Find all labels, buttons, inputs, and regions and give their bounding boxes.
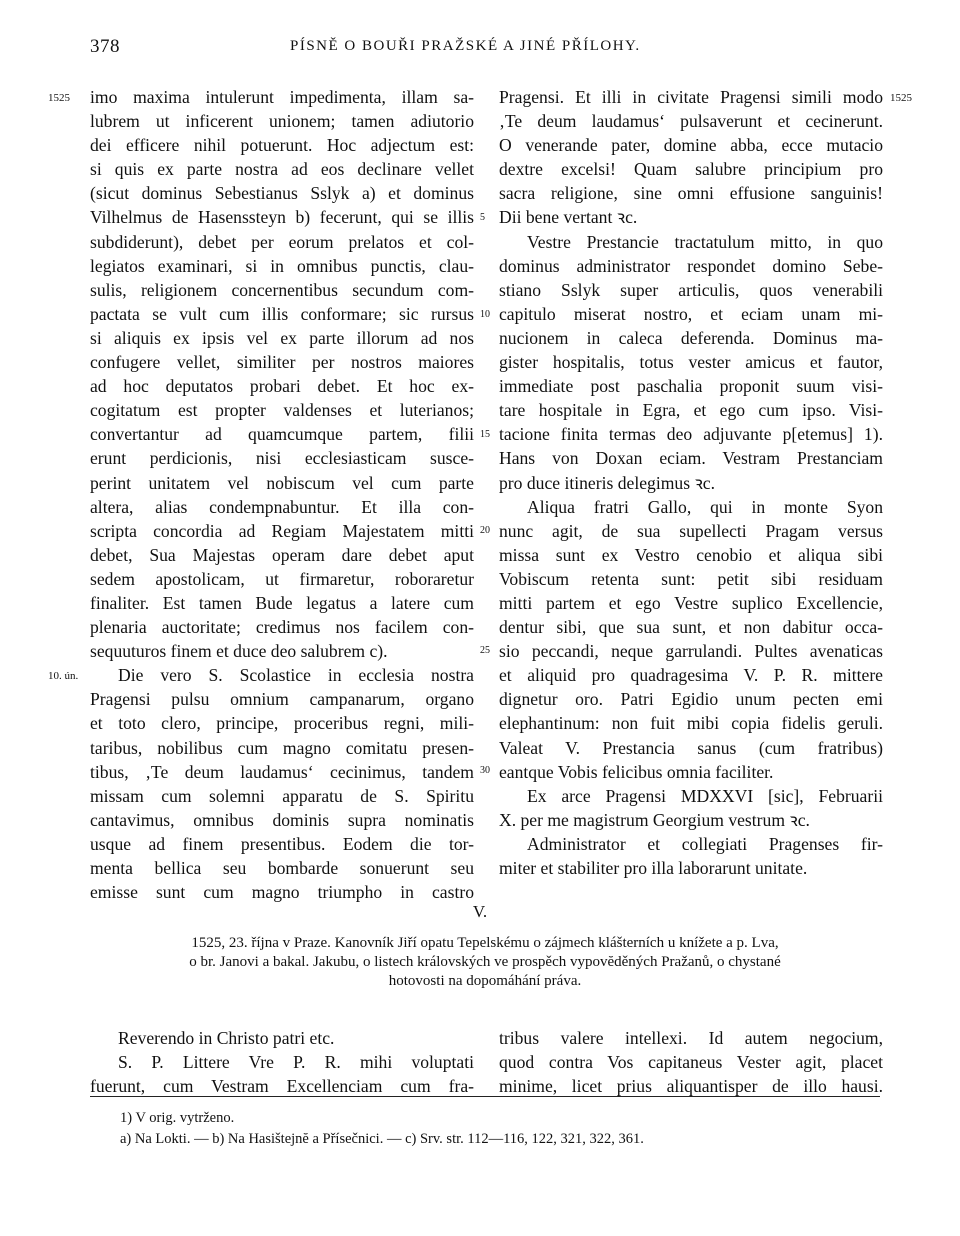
text-line: tacione finita termas deo adjuvante p[etemus] 1). <box>499 424 883 445</box>
text-line: si quis ex parte nostra ad eos declinare vellet <box>90 159 474 180</box>
text-line: Vilhelmus de Hasenssteyn b) fecerunt, qui se illis <box>90 207 474 228</box>
text-line: miter et stabiliter pro illa laborarunt unitate. <box>499 858 808 878</box>
text-line: cogitatum est propter valdenses et luterianos; <box>90 400 474 421</box>
text-line: immediate post paschalia proponit suum visi- <box>499 376 883 397</box>
text-line: sequuturos finem et duce deo salubrem c). <box>90 641 388 662</box>
text-line: et aliquid pro quadragesima V. P. R. mittere <box>499 665 883 686</box>
regest-line: 1525, 23. října v Praze. Kanovník Jiří opatu Tepelskému o zájmech klášterních u knížete a p. Lva, <box>191 935 779 951</box>
text-line: confugere vellet, similiter per nostros maiores <box>90 352 474 373</box>
text-line: subdiderunt), debet per eorum prelatos et col- <box>90 231 474 252</box>
margin-year-right: 1525 <box>890 92 912 104</box>
text-line: X. per me magistrum Georgium vestrum ꝛc. <box>499 809 810 830</box>
text-line: usque ad finem presentibus. Eodem die tor- <box>90 833 474 854</box>
text-line: dentur sibi, que sua sunt, et non dabitur occa- <box>499 617 883 638</box>
line-number-5: 5 <box>480 212 485 223</box>
text-line: lubrem ut inficerent unionem; tamen adiutorio <box>90 111 474 132</box>
regest-line: hotovosti na dopomáhání práva. <box>388 973 582 989</box>
text-line: mitti partem et ego Vestre suplico Excellencie, <box>499 592 883 613</box>
text-line: Ex arce Pragensi MDXXVI [sic], Februarii <box>527 785 883 806</box>
text-line: debet, Sua Majestas operam dare debet aput <box>90 544 474 565</box>
text-line: pactata se vult cum illis conformare; sic rursus <box>90 303 474 324</box>
text-line: altera, alias condempnabuntur. Et illa con- <box>90 496 474 517</box>
line-number-10: 10 <box>480 309 490 320</box>
text-line: missa sunt ex Vestro cenobio et aliqua sibi <box>499 544 883 565</box>
text-line: finaliter. Est tamen Bude legatus a latere cum <box>90 592 474 613</box>
text-line: Aliqua fratri Gallo, qui in monte Syon <box>527 496 883 517</box>
text-line: nunc agit, de sua supellecti Pragam versus <box>499 520 883 541</box>
footnote: 1) V orig. vytrženo. <box>120 1110 235 1126</box>
text-line: gister hospitalis, totus vester amicus et fautor, <box>499 352 883 373</box>
text-line: Pragensi. Et illi in civitate Pragensi simili modo <box>499 87 883 107</box>
line-number-30: 30 <box>480 765 490 776</box>
text-line: quod contra Vos capitaneus Vester agit, placet <box>499 1052 883 1073</box>
text-line: et toto clero, principe, proceribus regni, mili- <box>90 713 474 734</box>
text-line: perint unitatem vel nobiscum vel cum parte <box>90 472 474 493</box>
footnotes <box>120 1108 860 1150</box>
text-line: Vestre Prestancie tractatulum mitto, in quo <box>527 231 883 252</box>
text-line: convertantur ad quamcumque partem, filii <box>90 424 474 445</box>
text-line: sulis, religionem concernentibus secundum com- <box>90 279 474 300</box>
left-text-column <box>90 85 474 904</box>
line-number-25: 25 <box>480 645 490 656</box>
text-line: dei efficere nihil potuerunt. Hoc adjectum est: <box>90 135 474 156</box>
section-left-column <box>90 1026 474 1098</box>
right-text-column <box>499 85 883 880</box>
text-line: stiano Sslyk super articulis, quos venerabili <box>499 279 883 300</box>
text-line: sio peccandi, neque garrulandi. Pultes avenaticas <box>499 641 883 662</box>
text-line: cantavimus, omnibus dominis supra nominatis <box>90 809 474 830</box>
text-line: emisse sunt cum magno triumpho in castro <box>90 882 474 903</box>
section-number: V. <box>472 902 488 921</box>
text-line: Valeat V. Prestancia sanus (cum fratribus) <box>499 737 883 758</box>
margin-year-left: 1525 <box>48 92 70 104</box>
text-line: taribus, nobilibus cum magno comitatu presen- <box>90 737 474 758</box>
line-number-15: 15 <box>480 429 490 440</box>
text-line: ‚Te deum laudamus‘ pulsaverunt et cecinerunt. <box>499 111 883 132</box>
text-line: Die vero S. Scolastice in ecclesia nostra <box>118 665 474 686</box>
text-line: ad hoc deputatos probari debet. Et hoc ex- <box>90 376 474 397</box>
text-line: Administrator et collegiati Pragenses fir- <box>527 833 883 854</box>
text-line: S. P. Littere Vre P. R. mihi voluptati <box>118 1052 474 1073</box>
text-line: fuerunt, cum Vestram Excellenciam cum fra- <box>90 1076 474 1097</box>
text-line: scripta concordia ad Regiam Majestatem mitti <box>90 520 474 541</box>
footnote: a) Na Lokti. — b) Na Hasištejnĕ a Přísečnici. — c) Srv. str. 112—116, 122, 321, 322, 361. <box>120 1131 644 1147</box>
line-number-20: 20 <box>480 525 490 536</box>
margin-date-left: 10. ún. <box>48 670 79 682</box>
text-line: dominus administrator respondet domino Sebe- <box>499 255 883 276</box>
page-header <box>90 36 880 62</box>
text-line: Vobiscum retenta sunt: petit sibi residuam <box>499 568 883 589</box>
text-line: legiatos examinari, si in omnibus punctis, clau- <box>90 255 474 276</box>
text-line: minime, licet prius aliquantisper de illo hausi. <box>499 1076 883 1097</box>
text-line: tribus valere intellexi. Id autem negocium, <box>499 1028 883 1048</box>
text-line: O venerande pater, domine abba, ecce mutacio <box>499 135 883 156</box>
section-regest <box>90 934 880 991</box>
regest-line: o br. Janovi a bakal. Jakubu, o listech královských ve prospěch vypovĕděných Pražanů, o chystané <box>189 954 781 970</box>
text-line: si aliquis ex ipsis vel ex parte illorum ad nos <box>90 327 474 348</box>
text-line: menta bellica seu bombarde sonuerunt seu <box>90 858 474 878</box>
text-line: pro duce itineris delegimus ꝛc. <box>499 472 715 493</box>
text-line: (sicut dominus Sebestianus Sslyk a) et dominus <box>90 183 474 204</box>
text-line: tare hospitale in Egra, et ego cum ipso. Visi- <box>499 400 883 421</box>
text-line: Reverendo in Christo patri etc. <box>118 1028 335 1048</box>
text-line: Dii bene vertant ꝛc. <box>499 207 638 228</box>
text-line: missam cum solemni apparatu de S. Spiritu <box>90 785 474 806</box>
running-head: PÍSNĚ O BOUŘI PRAŽSKÉ A JINÉ PŘÍLOHY. <box>290 38 641 54</box>
text-line: eantque Vobis felicibus omnia faciliter. <box>499 761 774 782</box>
text-line: imo maxima intulerunt impedimenta, illam sa- <box>90 87 474 107</box>
text-line: Pragensi pulsu omnium campanarum, organo <box>90 689 474 710</box>
text-line: sedem apostolicam, ut firmaretur, roboraretur <box>90 568 474 589</box>
text-line: sacra religione, sine omni effusione sanguinis! <box>499 183 883 204</box>
text-line: nucionem in caleca deferenda. Dominus ma- <box>499 327 883 348</box>
text-line: dextre excelsi! Quam salubre principium pro <box>499 159 883 180</box>
footnote-rule <box>90 1096 880 1097</box>
text-line: Hans von Doxan eciam. Vestram Prestanciam <box>499 448 883 469</box>
section-right-column <box>499 1026 883 1098</box>
text-line: tibus, ‚Te deum laudamus‘ cecinimus, tandem <box>90 761 474 782</box>
text-line: plenaria auctoritate; credimus nos facilem con- <box>90 617 474 638</box>
text-line: elephantinum: non fuit mibi copia fidelis geruli. <box>499 713 883 734</box>
page-number: 378 <box>90 36 120 57</box>
text-line: dignetur oro. Patri Egidio unum pecten emi <box>499 689 883 710</box>
text-line: erunt perdicionis, nisi ecclesiasticam susce- <box>90 448 474 469</box>
text-line: capitulo miserat nostro, et eciam unam mi- <box>499 303 883 324</box>
